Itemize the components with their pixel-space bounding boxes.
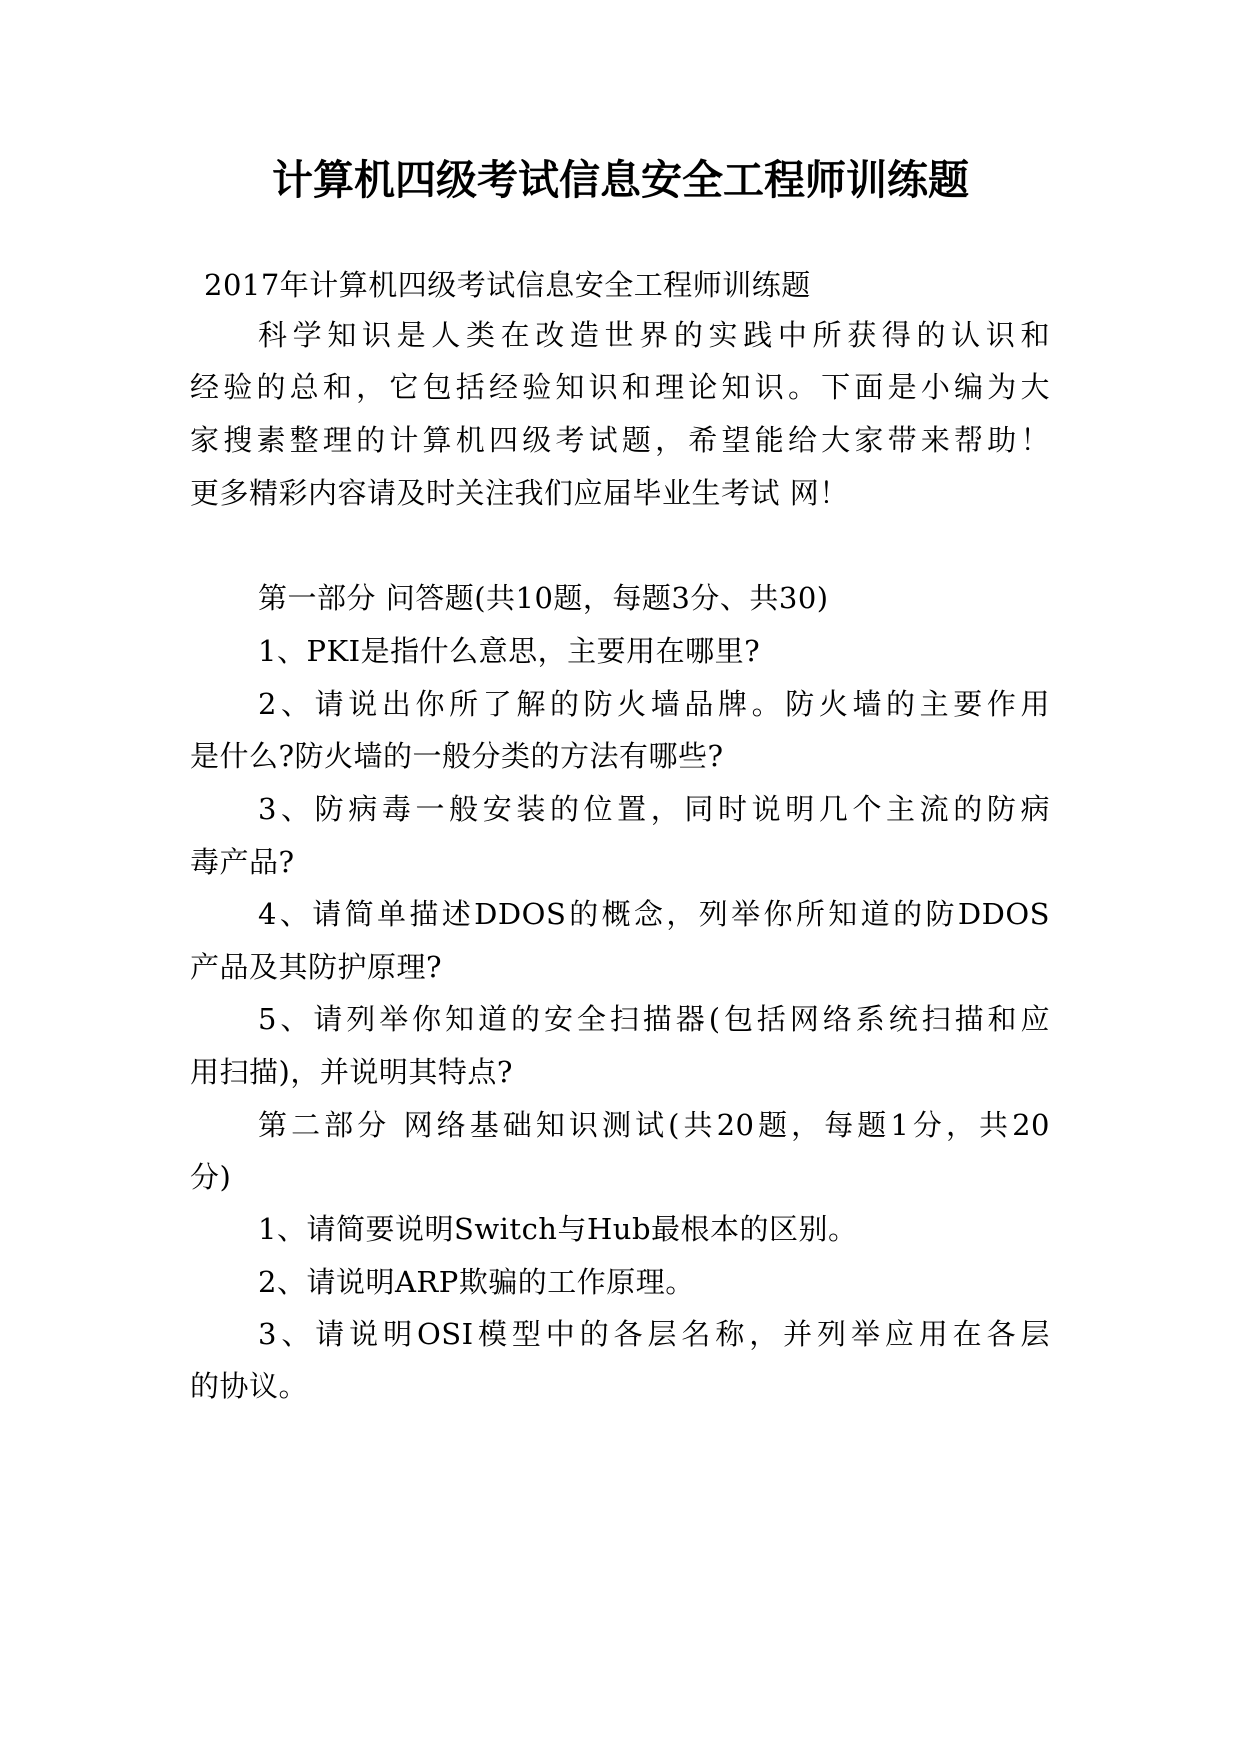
part2-question-2: 2、请说明ARP欺骗的工作原理。 xyxy=(258,1265,695,1299)
part1-heading: 第一部分 问答题(共10题，每题3分、共30) xyxy=(258,581,829,615)
document-title: 计算机四级考试信息安全工程师训练题 xyxy=(272,156,969,204)
part1-question-1: 1、PKI是指什么意思，主要用在哪里? xyxy=(258,634,761,668)
part1-question-5-line-1: 5、请列举你知道的安全扫描器(包括网络系统扫描和应 xyxy=(258,1002,1050,1036)
intro-line-1: 科学知识是人类在改造世界的实践中所获得的认识和 xyxy=(258,318,1050,352)
part1-question-2-line-1: 2、请说出你所了解的防火墙品牌。防火墙的主要作用 xyxy=(258,687,1050,721)
part2-heading-line-1: 第二部分 网络基础知识测试(共20题，每题1分，共20 xyxy=(258,1108,1050,1142)
part1-question-2-line-2: 是什么?防火墙的一般分类的方法有哪些? xyxy=(190,739,724,773)
part2-question-1: 1、请简要说明Switch与Hub最根本的区别。 xyxy=(258,1212,858,1246)
intro-line-3: 家搜素整理的计算机四级考试题，希望能给大家带来帮助！ xyxy=(190,423,1050,457)
part1-question-4-line-1: 4、请简单描述DDOS的概念，列举你所知道的防DDOS xyxy=(258,897,1050,931)
part2-question-3-line-2: 的协议。 xyxy=(190,1369,309,1403)
intro-line-4: 更多精彩内容请及时关注我们应届毕业生考试 网！ xyxy=(190,476,849,510)
part2-question-3-line-1: 3、请说明OSI模型中的各层名称，并列举应用在各层 xyxy=(258,1317,1050,1351)
document-subtitle: 2017年计算机四级考试信息安全工程师训练题 xyxy=(204,268,811,302)
part2-heading-line-2: 分) xyxy=(190,1160,232,1194)
part1-question-3-line-2: 毒产品? xyxy=(190,845,295,879)
part1-question-3-line-1: 3、防病毒一般安装的位置，同时说明几个主流的防病 xyxy=(258,792,1050,826)
part1-question-4-line-2: 产品及其防护原理? xyxy=(190,950,443,984)
part1-question-5-line-2: 用扫描)，并说明其特点? xyxy=(190,1055,513,1089)
intro-line-2: 经验的总和，它包括经验知识和理论知识。下面是小编为大 xyxy=(190,370,1050,404)
